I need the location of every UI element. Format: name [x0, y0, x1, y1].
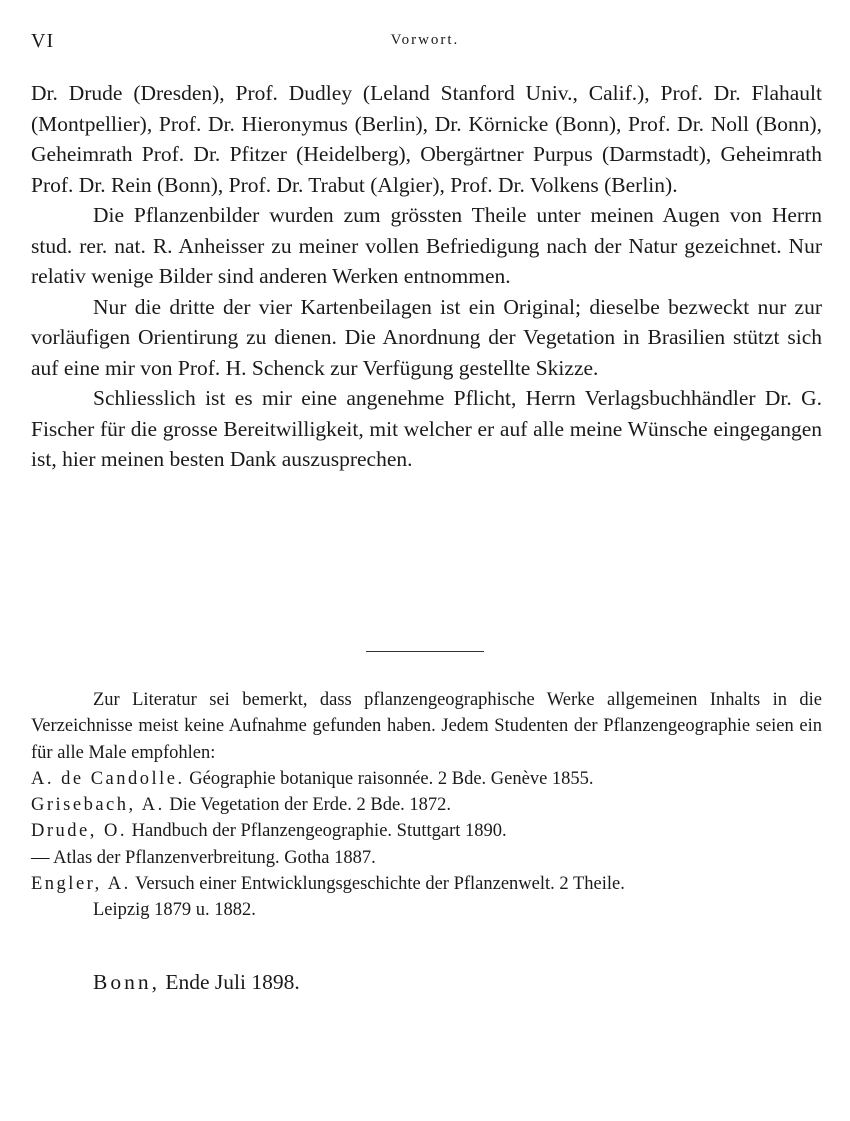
reference-text: Handbuch der Pflanzengeographie. Stuttgart 1890.: [126, 821, 507, 842]
reference-entry: [31, 792, 822, 818]
reference-author: Drude, O.: [31, 821, 127, 842]
reference-text: — Atlas der Pflanzenverbreitung. Gotha 1887.: [31, 847, 376, 868]
reference-author: Grisebach, A.: [31, 795, 165, 816]
paragraph-thanks: Schliesslich ist es mir eine angenehme Pflicht, Herrn Verlagsbuchhändler Dr. G. Fischer für die grosse Bereitwilligkeit, mit welcher er auf alle meine Wünsche eingegangen ist, hier meinen besten Dank auszusprechen.: [31, 386, 822, 471]
preface-body: [31, 78, 822, 475]
literature-section: [31, 687, 822, 924]
reference-author: A. de Candolle.: [31, 768, 185, 789]
literature-intro: Zur Literatur sei bemerkt, dass pflanzengeographische Werke allgemeinen Inhalts in die Verzeichnisse meist keine Aufnahme gefunden haben. Jedem Studenten der Pflanzengeographie seien ein für alle Male empfohlen:: [31, 690, 822, 763]
paragraph-acknowledgements: Dr. Drude (Dresden), Prof. Dudley (Leland Stanford Univ., Calif.), Prof. Dr. Flahault (Montpellier), Prof. Dr. Hieronymus (Berlin), Dr. Körnicke (Bonn), Prof. Dr. Noll (Bonn), Geheimrath Prof. Dr. Pfitzer (Heidelberg), Obergärtner Purpus (Darmstadt), Geheimrath Prof. Dr. Rein (Bonn), Prof. Dr. Trabut (Algier), Prof. Dr. Volkens (Berlin).: [31, 81, 822, 197]
closing-place: Bonn,: [93, 970, 160, 994]
section-divider: [366, 651, 484, 652]
page-header: [31, 30, 819, 54]
reference-continuation: Leipzig 1879 u. 1882.: [93, 900, 256, 921]
reference-entry: [31, 845, 822, 871]
reference-entry: [31, 818, 822, 844]
reference-entry: [31, 766, 822, 792]
reference-text: Die Vegetation der Erde. 2 Bde. 1872.: [164, 795, 452, 816]
reference-author: Engler, A.: [31, 874, 131, 895]
running-title: Vorwort.: [390, 32, 460, 48]
paragraph-maps: Nur die dritte der vier Kartenbeilagen ist ein Original; dieselbe bezweckt nur zur vorläufigen Orientirung zu dienen. Die Anordnung der Vegetation in Brasilien stützt sich auf eine mir von Prof. H. Schenck zur Verfügung gestellte Skizze.: [31, 294, 822, 380]
paragraph-illustrations: Die Pflanzenbilder wurden zum grössten Theile unter meinen Augen von Herrn stud. rer. nat. R. Anheisser zu meiner vollen Befriedigung nach der Natur gezeichnet. Nur relativ wenige Bilder sind anderen Werken entnommen.: [31, 203, 822, 288]
reference-text: Versuch einer Entwicklungsgeschichte der Pflanzenwelt. 2 Theile.: [130, 874, 625, 895]
closing-date: Ende Juli 1898.: [159, 970, 300, 994]
reference-entry: [31, 871, 822, 897]
page-number: VI: [31, 30, 55, 52]
reference-text: Géographie botanique raisonnée. 2 Bde. Genève 1855.: [184, 768, 594, 789]
closing-line: [93, 970, 300, 995]
